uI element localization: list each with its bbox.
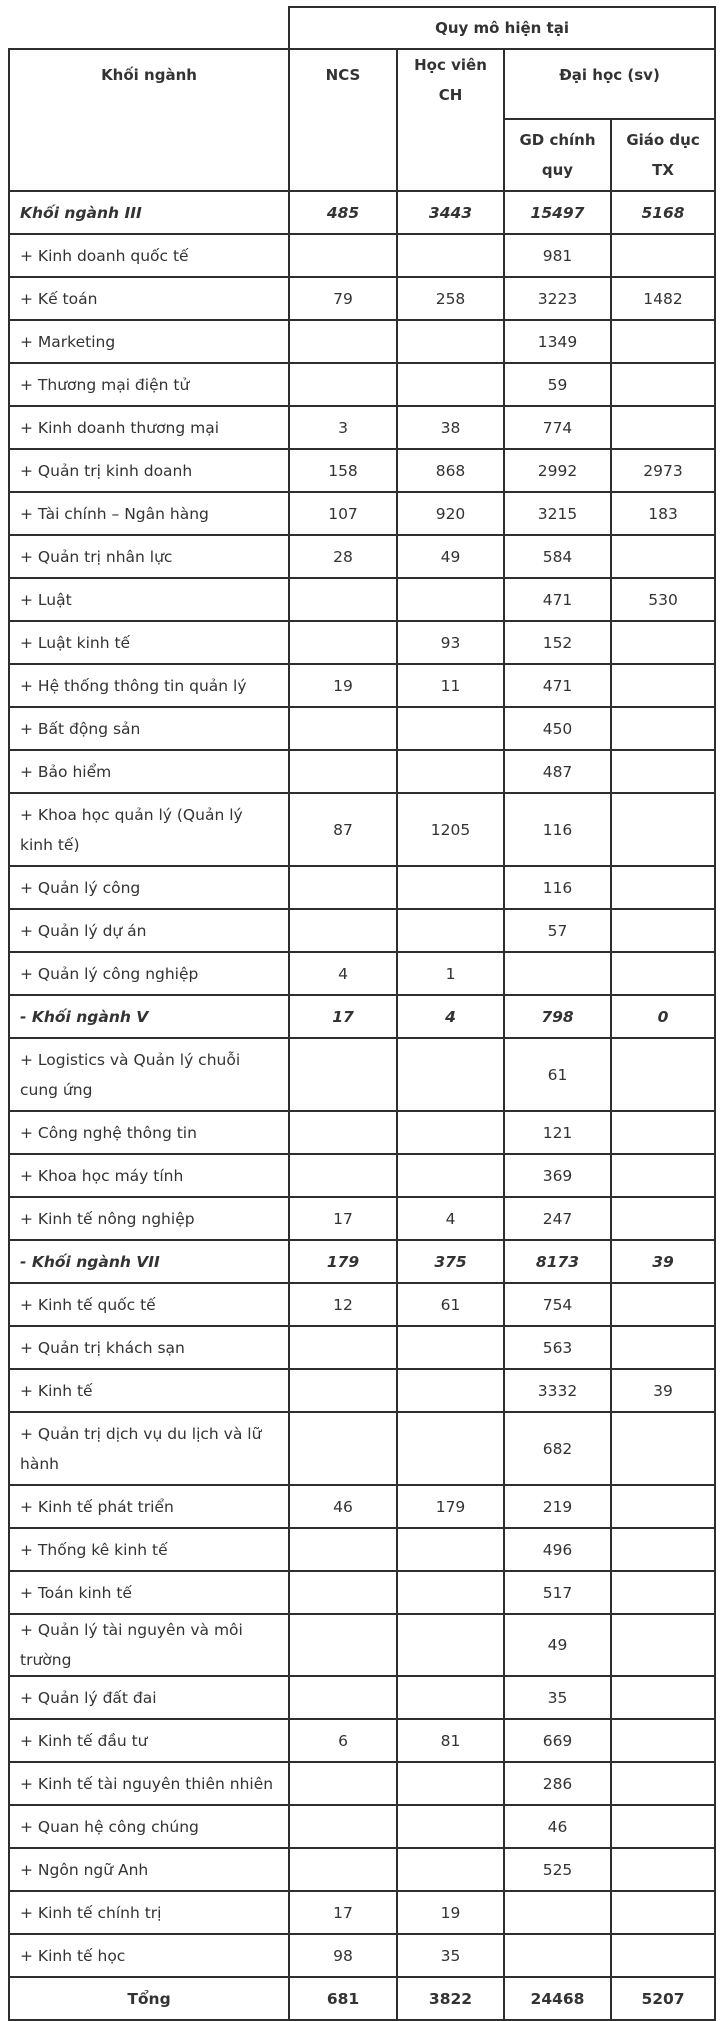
table-row [9,1676,715,1719]
ncs-cell: 179 [289,1240,397,1283]
fulltime-cell: 369 [504,1154,611,1197]
master-cell [397,1528,504,1571]
master-cell: 49 [397,535,504,578]
table-row [9,707,715,750]
row-name-cell: + Quan hệ công chúng [9,1805,289,1848]
distance-cell [611,320,715,363]
ncs-cell: 98 [289,1934,397,1977]
master-cell [397,320,504,363]
distance-cell [611,1485,715,1528]
master-cell [397,363,504,406]
ncs-cell [289,1326,397,1369]
row-name-cell: + Kế toán [9,277,289,320]
distance-cell [611,621,715,664]
distance-cell [611,1719,715,1762]
fulltime-cell: 496 [504,1528,611,1571]
fulltime-cell: 798 [504,995,611,1038]
distance-cell [611,1891,715,1934]
distance-cell [611,1283,715,1326]
row-name-cell: + Kinh tế [9,1369,289,1412]
row-name-cell: + Toán kinh tế [9,1571,289,1614]
fulltime-cell: 8173 [504,1240,611,1283]
distance-cell: 39 [611,1369,715,1412]
ncs-cell [289,1528,397,1571]
distance-cell [611,952,715,995]
master-cell: 4 [397,995,504,1038]
ncs-cell [289,1038,397,1111]
distance-cell [611,1676,715,1719]
row-name-cell: + Quản trị nhân lực [9,535,289,578]
row-name-cell: + Hệ thống thông tin quản lý [9,664,289,707]
distance-cell [611,1805,715,1848]
master-cell [397,1038,504,1111]
table-row [9,1412,715,1485]
master-cell: 868 [397,449,504,492]
table-row [9,664,715,707]
ncs-cell: 485 [289,191,397,234]
table-row [9,277,715,320]
ncs-cell: 87 [289,793,397,866]
ncs-cell: 12 [289,1283,397,1326]
master-cell [397,1154,504,1197]
table-row [9,1485,715,1528]
table-row [9,793,715,866]
ncs-cell: 79 [289,277,397,320]
fulltime-cell: 471 [504,578,611,621]
distance-cell [611,909,715,952]
master-cell: 61 [397,1283,504,1326]
header-master: Học viên CH [397,49,504,191]
master-cell: 3822 [397,1977,504,2020]
table-row [9,1762,715,1805]
row-name-cell: + Kinh doanh quốc tế [9,234,289,277]
fulltime-cell: 471 [504,664,611,707]
row-name-cell: Tổng [9,1977,289,2020]
master-cell: 81 [397,1719,504,1762]
ncs-cell: 46 [289,1485,397,1528]
distance-cell: 183 [611,492,715,535]
row-name-cell: + Kinh tế học [9,1934,289,1977]
ncs-cell [289,363,397,406]
distance-cell: 5168 [611,191,715,234]
master-cell: 258 [397,277,504,320]
row-name-cell: + Kinh tế tài nguyên thiên nhiên [9,1762,289,1805]
row-name-cell: - Khối ngành VII [9,1240,289,1283]
table-row [9,234,715,277]
row-name-cell: - Khối ngành V [9,995,289,1038]
table-row [9,909,715,952]
master-cell [397,750,504,793]
table-row [9,492,715,535]
fulltime-cell: 682 [504,1412,611,1485]
ncs-cell: 107 [289,492,397,535]
master-cell [397,1571,504,1614]
ncs-cell: 28 [289,535,397,578]
distance-cell [611,1111,715,1154]
master-cell: 375 [397,1240,504,1283]
fulltime-cell: 286 [504,1762,611,1805]
table-row [9,1934,715,1977]
row-name-cell: + Ngôn ngữ Anh [9,1848,289,1891]
ncs-cell [289,320,397,363]
distance-cell: 39 [611,1240,715,1283]
table-row [9,1528,715,1571]
table-row [9,1719,715,1762]
master-cell [397,866,504,909]
ncs-cell: 158 [289,449,397,492]
master-cell [397,1111,504,1154]
master-cell [397,1805,504,1848]
fulltime-cell: 59 [504,363,611,406]
distance-cell [611,1571,715,1614]
master-cell: 35 [397,1934,504,1977]
ncs-cell: 3 [289,406,397,449]
ncs-cell [289,1412,397,1485]
row-name-cell: + Luật kinh tế [9,621,289,664]
master-cell: 19 [397,1891,504,1934]
row-name-cell: + Quản lý đất đai [9,1676,289,1719]
master-cell: 4 [397,1197,504,1240]
master-cell [397,1848,504,1891]
fulltime-cell: 35 [504,1676,611,1719]
distance-cell [611,664,715,707]
row-name-cell: + Thương mại điện tử [9,363,289,406]
row-name-cell: + Kinh doanh thương mại [9,406,289,449]
fulltime-cell: 563 [504,1326,611,1369]
ncs-cell: 6 [289,1719,397,1762]
group-row [9,1240,715,1283]
distance-cell [611,1154,715,1197]
row-name-cell: + Quản trị khách sạn [9,1326,289,1369]
header-distance: Giáo dục TX [611,119,715,191]
table-row [9,363,715,406]
header-field: Khối ngành [9,49,289,191]
distance-cell [611,234,715,277]
ncs-cell [289,234,397,277]
master-cell [397,707,504,750]
row-name-cell: + Bảo hiểm [9,750,289,793]
header-blank-cell [9,7,289,49]
distance-cell [611,1528,715,1571]
fulltime-cell: 754 [504,1283,611,1326]
table-row [9,320,715,363]
fulltime-cell [504,1891,611,1934]
distance-cell: 530 [611,578,715,621]
fulltime-cell: 3332 [504,1369,611,1412]
ncs-cell: 19 [289,664,397,707]
distance-cell [611,1412,715,1485]
table-row [9,1283,715,1326]
fulltime-cell: 121 [504,1111,611,1154]
row-name-cell: + Kinh tế nông nghiệp [9,1197,289,1240]
distance-cell [611,535,715,578]
row-name-cell: + Quản trị dịch vụ du lịch và lữ hành [9,1412,289,1485]
table-row [9,1111,715,1154]
ncs-cell [289,1848,397,1891]
row-name-cell: + Quản lý dự án [9,909,289,952]
table-row [9,449,715,492]
table-body [9,191,715,2020]
master-cell: 11 [397,664,504,707]
header-current-scale: Quy mô hiện tại [289,7,715,49]
master-cell [397,1369,504,1412]
table-row [9,1614,715,1676]
fulltime-cell: 49 [504,1614,611,1676]
distance-cell [611,406,715,449]
master-cell [397,1412,504,1485]
row-name-cell: + Luật [9,578,289,621]
fulltime-cell: 24468 [504,1977,611,2020]
master-cell: 920 [397,492,504,535]
master-cell [397,1614,504,1676]
fulltime-cell [504,1934,611,1977]
row-name-cell: + Kinh tế phát triển [9,1485,289,1528]
distance-cell [611,1197,715,1240]
ncs-cell [289,1154,397,1197]
fulltime-cell: 774 [504,406,611,449]
distance-cell: 1482 [611,277,715,320]
fulltime-cell: 2992 [504,449,611,492]
distance-cell [611,1326,715,1369]
distance-cell [611,866,715,909]
table-row [9,1038,715,1111]
master-cell: 1205 [397,793,504,866]
fulltime-cell: 1349 [504,320,611,363]
row-name-cell: + Kinh tế đầu tư [9,1719,289,1762]
ncs-cell [289,1369,397,1412]
table-row [9,1848,715,1891]
ncs-cell [289,707,397,750]
table-row [9,1891,715,1934]
row-name-cell: + Khoa học máy tính [9,1154,289,1197]
ncs-cell [289,1762,397,1805]
ncs-cell: 4 [289,952,397,995]
row-name-cell: + Công nghệ thông tin [9,1111,289,1154]
fulltime-cell: 61 [504,1038,611,1111]
ncs-cell [289,1805,397,1848]
fulltime-cell: 584 [504,535,611,578]
fulltime-cell: 57 [504,909,611,952]
master-cell: 3443 [397,191,504,234]
ncs-cell: 681 [289,1977,397,2020]
master-cell [397,909,504,952]
table-row [9,621,715,664]
enrollment-table [8,6,716,2021]
table-row [9,406,715,449]
row-name-cell: + Quản trị kinh doanh [9,449,289,492]
fulltime-cell: 152 [504,621,611,664]
row-name-cell: Khối ngành III [9,191,289,234]
ncs-cell [289,1111,397,1154]
fulltime-cell: 525 [504,1848,611,1891]
row-name-cell: + Logistics và Quản lý chuỗi cung ứng [9,1038,289,1111]
row-name-cell: + Marketing [9,320,289,363]
total-row [9,1977,715,2020]
ncs-cell [289,578,397,621]
table-row [9,750,715,793]
row-name-cell: + Quản lý tài nguyên và môi trường [9,1614,289,1676]
ncs-cell [289,1614,397,1676]
ncs-cell: 17 [289,995,397,1038]
distance-cell [611,1934,715,1977]
table-row [9,1369,715,1412]
row-name-cell: + Bất động sản [9,707,289,750]
group-row [9,995,715,1038]
table-row [9,1805,715,1848]
distance-cell [611,1848,715,1891]
table-row [9,578,715,621]
fulltime-cell: 15497 [504,191,611,234]
master-cell [397,1762,504,1805]
fulltime-cell: 116 [504,793,611,866]
group-row [9,191,715,234]
master-cell [397,1326,504,1369]
fulltime-cell: 981 [504,234,611,277]
row-name-cell: + Kinh tế quốc tế [9,1283,289,1326]
ncs-cell: 17 [289,1891,397,1934]
table-row [9,866,715,909]
fulltime-cell: 450 [504,707,611,750]
distance-cell [611,793,715,866]
row-name-cell: + Tài chính – Ngân hàng [9,492,289,535]
row-name-cell: + Quản lý công nghiệp [9,952,289,995]
master-cell: 179 [397,1485,504,1528]
fulltime-cell: 219 [504,1485,611,1528]
distance-cell [611,750,715,793]
ncs-cell [289,1676,397,1719]
table-header [9,7,715,191]
distance-cell [611,1614,715,1676]
distance-cell: 2973 [611,449,715,492]
distance-cell: 0 [611,995,715,1038]
row-name-cell: + Quản lý công [9,866,289,909]
ncs-cell [289,1571,397,1614]
master-cell: 1 [397,952,504,995]
table-row [9,952,715,995]
master-cell: 93 [397,621,504,664]
row-name-cell: + Thống kê kinh tế [9,1528,289,1571]
header-ncs: NCS [289,49,397,191]
table-row [9,1571,715,1614]
master-cell [397,1676,504,1719]
ncs-cell [289,909,397,952]
header-undergrad: Đại học (sv) [504,49,715,119]
ncs-cell [289,866,397,909]
table-row [9,535,715,578]
fulltime-cell [504,952,611,995]
master-cell [397,578,504,621]
fulltime-cell: 517 [504,1571,611,1614]
table-row [9,1326,715,1369]
fulltime-cell: 46 [504,1805,611,1848]
distance-cell: 5207 [611,1977,715,2020]
distance-cell [611,707,715,750]
distance-cell [611,1038,715,1111]
fulltime-cell: 247 [504,1197,611,1240]
row-name-cell: + Khoa học quản lý (Quản lý kinh tế) [9,793,289,866]
table-row [9,1154,715,1197]
header-fulltime: GD chính quy [504,119,611,191]
fulltime-cell: 669 [504,1719,611,1762]
fulltime-cell: 3223 [504,277,611,320]
master-cell: 38 [397,406,504,449]
fulltime-cell: 3215 [504,492,611,535]
distance-cell [611,363,715,406]
master-cell [397,234,504,277]
distance-cell [611,1762,715,1805]
table-row [9,1197,715,1240]
ncs-cell [289,750,397,793]
row-name-cell: + Kinh tế chính trị [9,1891,289,1934]
ncs-cell [289,621,397,664]
ncs-cell: 17 [289,1197,397,1240]
fulltime-cell: 487 [504,750,611,793]
fulltime-cell: 116 [504,866,611,909]
